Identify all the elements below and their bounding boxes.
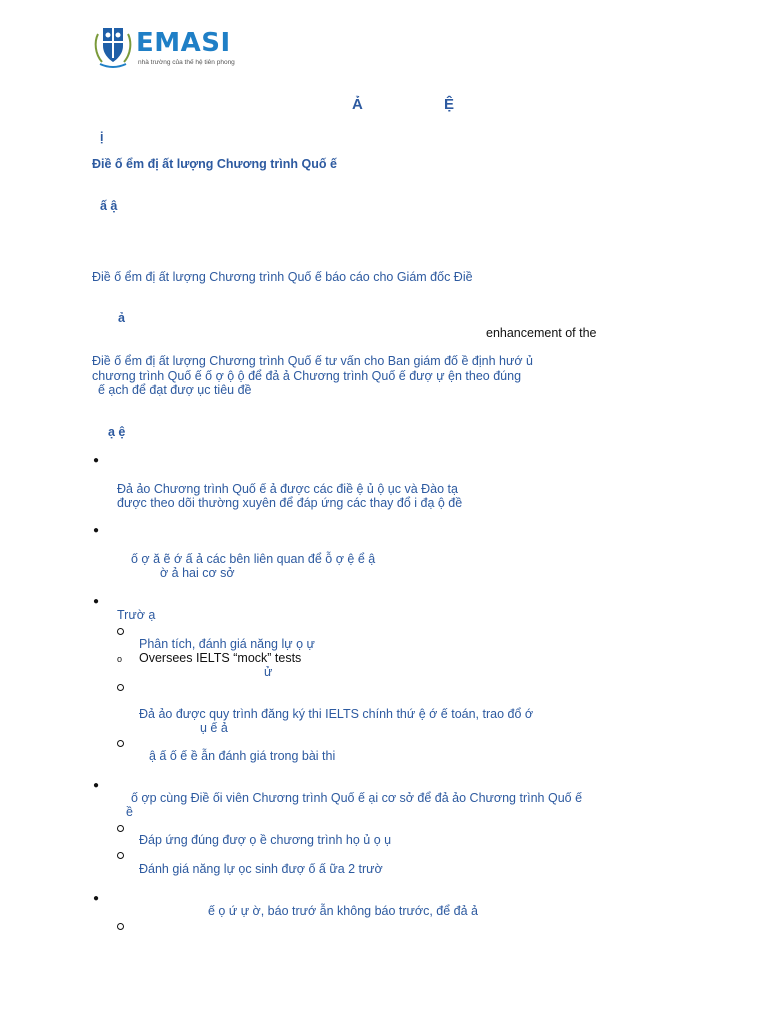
title-part-2: Ệ <box>444 96 455 113</box>
duty-4-sub-1: Đáp ứng đúng đượ ọ ề chương trình họ ủ ọ ụ <box>139 833 392 847</box>
sub-bullet-o: o <box>117 654 123 664</box>
duty-4-line-2: ề <box>126 805 133 819</box>
duty-1-line-2: được theo dõi thường xuyên để đáp ứng các thay đổ i đạ ộ đề <box>117 496 463 510</box>
bullet-dot: ● <box>93 455 100 466</box>
duty-3-sub-4: ậ ấ ố ế ề ẫn đánh giá trong bài thi <box>149 749 336 763</box>
duty-3-sub-3-line-2: ụ ế ả <box>200 721 228 735</box>
duty-1-line-1: Đả ảo Chương trình Quố ế ả được các điề ệ ủ ộ ục và Đào tạ <box>117 482 458 496</box>
section-heading-4: ạ ệ <box>108 425 126 439</box>
duty-4-line-1: ố ợp cùng Điề ối viên Chương trình Quố ế ại cơ sở để đả ảo Chương trình Quố ế <box>131 791 583 805</box>
duty-4-sub-2: Đánh giá năng lự ọc sinh đượ ố ấ ữa 2 trườ <box>139 862 383 876</box>
emasi-logo <box>92 24 242 70</box>
section-heading-2: ấ ậ <box>100 199 118 213</box>
purpose-line-1: Điề ố ểm đị ất lượng Chương trình Quố ế tư vấn cho Ban giám đố ề định hướ ủ <box>92 354 533 368</box>
sub-bullet-circle <box>117 825 124 832</box>
reporting-line: Điề ố ểm đị ất lượng Chương trình Quố ế báo cáo cho Giám đốc Điề <box>92 270 473 284</box>
sub-bullet-circle <box>117 684 124 691</box>
duty-5-line-1: ế ọ ứ ự ờ, báo trướ ẫn không báo trước, để đả ả <box>208 904 479 918</box>
sub-bullet-circle <box>117 740 124 747</box>
duty-3-sub-1: Phân tích, đánh giá năng lự ọ ự <box>139 637 315 651</box>
sub-bullet-circle <box>117 923 124 930</box>
duty-2-line-2: ờ ả hai cơ sở <box>160 566 235 580</box>
bullet-dot: ● <box>93 780 100 791</box>
bullet-dot: ● <box>93 596 100 607</box>
sub-bullet-circle <box>117 852 124 859</box>
section-heading-1: ị <box>100 130 104 144</box>
duty-3-sub-3-line-1: Đả ảo được quy trình đăng ký thi IELTS chính thứ ệ ớ ế toán, trao đổ ớ <box>139 707 534 721</box>
bullet-dot: ● <box>93 893 100 904</box>
position-title: Điề ố ểm đị ất lượng Chương trình Quố ế <box>92 157 337 171</box>
purpose-line-3: ế ạch để đạt đượ ục tiêu đề <box>98 383 252 397</box>
section-heading-3: ả <box>118 311 125 325</box>
purpose-line-2: chương trình Quố ế ố ợ ộ ộ để đả ả Chương trình Quố ế đượ ự ện theo đúng <box>92 369 522 383</box>
duty-3-sub-2: Oversees IELTS “mock” tests <box>139 651 302 665</box>
logo-tagline: nhà trường của thế hệ tiên phong <box>138 59 235 66</box>
duty-3-sub-2-line-2: ử <box>264 665 273 679</box>
duty-2-line-1: ố ợ ă ẽ ớ ấ ả các bên liên quan để ỗ ợ ệ ể ậ <box>131 552 376 566</box>
bullet-dot: ● <box>93 525 100 536</box>
school-crest-icon <box>92 24 134 70</box>
sub-bullet-circle <box>117 628 124 635</box>
duty-3-title: Trườ ạ <box>117 608 156 622</box>
logo-wordmark: EMASI <box>136 28 231 58</box>
title-part-1: Ả <box>352 96 363 113</box>
english-fragment: enhancement of the <box>486 326 597 340</box>
